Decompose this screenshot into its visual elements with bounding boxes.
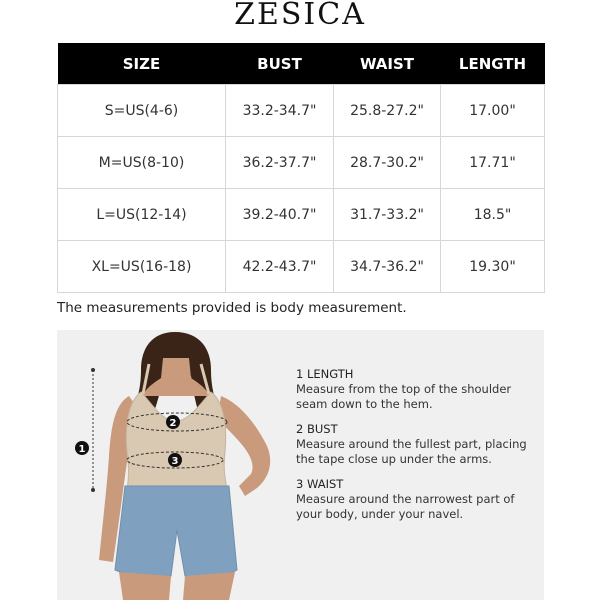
cell-length: 18.5" — [441, 189, 545, 241]
instruction-text: Measure around the narrowest part of your body, under your navel. — [296, 492, 515, 521]
header-length: LENGTH — [441, 43, 545, 85]
instruction-text: Measure from the top of the shoulder seam down to the hem. — [296, 382, 512, 411]
table-header-row — [58, 43, 545, 85]
cell-bust: 42.2-43.7" — [226, 241, 334, 293]
cell-size: XL=US(16-18) — [58, 241, 226, 293]
instruction-text: Measure around the fullest part, placing the tape close up under the arms. — [296, 437, 527, 466]
measurement-guide-panel — [57, 330, 544, 600]
size-chart-table — [57, 43, 545, 293]
header-waist: WAIST — [334, 43, 441, 85]
measurement-note: The measurements provided is body measurement. — [57, 300, 407, 316]
marker-bust-label: 2 — [169, 418, 177, 429]
table-row — [58, 241, 545, 293]
instruction-heading: 1 LENGTH — [296, 367, 354, 381]
model-figure — [57, 330, 297, 600]
cell-waist: 31.7-33.2" — [334, 189, 441, 241]
instruction-bust — [296, 422, 536, 467]
cell-length: 17.71" — [441, 137, 545, 189]
cell-waist: 34.7-36.2" — [334, 241, 441, 293]
legs — [119, 572, 235, 600]
header-size: SIZE — [58, 43, 226, 85]
table-row — [58, 137, 545, 189]
marker-length-label: 1 — [78, 444, 86, 455]
cell-waist: 25.8-27.2" — [334, 85, 441, 137]
brand-logo: ZESICA — [234, 0, 366, 32]
instruction-heading: 3 WAIST — [296, 477, 344, 491]
cell-bust: 33.2-34.7" — [226, 85, 334, 137]
measurement-instructions — [296, 367, 536, 532]
table-row — [58, 85, 545, 137]
header-bust: BUST — [226, 43, 334, 85]
cell-size: M=US(8-10) — [58, 137, 226, 189]
marker-waist-label: 3 — [171, 456, 179, 467]
instruction-waist — [296, 477, 536, 522]
cell-length: 17.00" — [441, 85, 545, 137]
cell-length: 19.30" — [441, 241, 545, 293]
table-row — [58, 189, 545, 241]
denim-shorts — [115, 486, 237, 577]
tank-top — [126, 392, 227, 490]
instruction-heading: 2 BUST — [296, 422, 338, 436]
cell-bust: 39.2-40.7" — [226, 189, 334, 241]
instruction-length — [296, 367, 536, 412]
cell-size: L=US(12-14) — [58, 189, 226, 241]
cell-bust: 36.2-37.7" — [226, 137, 334, 189]
cell-waist: 28.7-30.2" — [334, 137, 441, 189]
cell-size: S=US(4-6) — [58, 85, 226, 137]
